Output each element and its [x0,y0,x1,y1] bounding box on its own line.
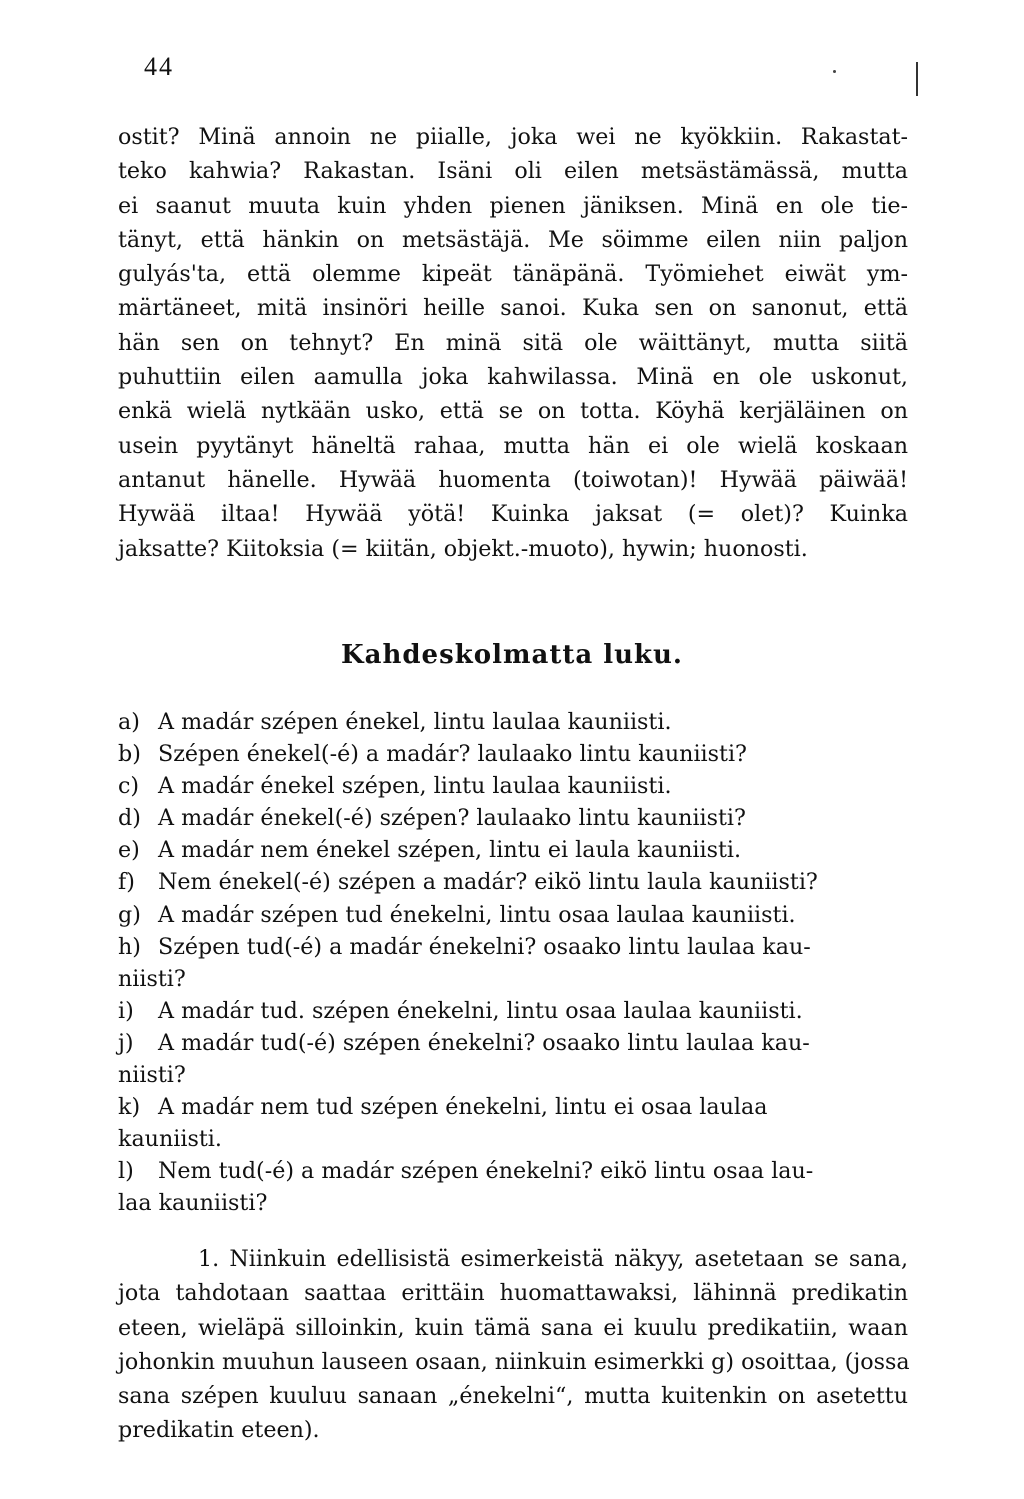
example-d [118,802,908,834]
example-e [118,834,908,866]
example-text: A madár nem tud szépen énekelni, lintu ei osaa laulaa [158,1094,768,1121]
example-text: A madár tud. szépen énekelni, lintu osaa laulaa kauniisti. [158,997,803,1024]
text-line: eteen, wieläpä silloinkin, kuin tämä sana ei kuulu predikatiin, waan [118,1314,908,1341]
example-key: h) [118,933,141,960]
example-text: A madár énekel(-é) szépen? laulaako lintu kauniisti? [158,805,746,832]
rule-paragraph [118,1242,908,1448]
text-line: märtäneet, mitä insinöri heille sanoi. Kuka sen on sanonut, että [118,295,908,322]
text-line: antanut hänelle. Hywää huomenta (toiwotan)! Hywää päiwää! [118,466,908,493]
text-line: predikatin eteen). [118,1417,320,1444]
example-key: j) [118,1029,134,1056]
text-line: gulyás'ta, että olemme kipeät tänäpänä. Työmiehet eiwät ym- [118,261,908,288]
example-text: Szépen énekel(-é) a madár? laulaako lintu kauniisti? [158,741,747,768]
example-key: i) [118,997,134,1024]
example-key: k) [118,1094,141,1121]
example-text: Nem tud(-é) a madár szépen énekelni? eikö lintu osaa lau- [158,1158,814,1185]
example-key: l) [118,1158,134,1185]
example-text: Szépen tud(-é) a madár énekelni? osaako lintu laulaa kau- [158,933,811,960]
text-line: tänyt, että hänkin on metsästäjä. Me söimme eilen niin paljon [118,226,908,253]
text-line: usein pyytänyt häneltä rahaa, mutta hän ei ole wielä koskaan [118,432,908,459]
example-continuation: kauniisti. [118,1126,222,1153]
example-g [118,899,908,931]
example-text: Nem énekel(-é) szépen a madár? eikö lintu laula kauniisti? [158,869,818,896]
example-key: f) [118,869,135,896]
example-j [118,1027,908,1059]
page-number: 44 [144,52,174,81]
example-key: a) [118,709,140,735]
intro-paragraph [118,120,908,566]
example-key: e) [118,837,140,864]
example-text: A madár szépen tud énekelni, lintu osaa laulaa kauniisti. [158,901,796,928]
example-key: b) [118,741,141,768]
example-c [118,770,908,802]
example-text: A madár nem énekel szépen, lintu ei laula kauniisti. [158,837,742,864]
text-line: ostit? Minä annoin ne piialle, joka wei ne kyökkiin. Rakastat- [118,124,908,150]
example-l [118,1155,908,1187]
example-h [118,931,908,963]
example-list [118,706,908,1220]
text-line: ei saanut muuta kuin yhden pienen jäniksen. Minä en ole tie- [118,192,908,219]
margin-mark [916,62,918,96]
example-continuation: niisti? [118,965,186,992]
example-a [118,706,908,738]
text-line: Hywää iltaa! Hywää yötä! Kuinka jaksat (= olet)? Kuinka [118,501,908,528]
example-i [118,995,908,1027]
chapter-heading: Kahdeskolmatta luku. [341,640,683,670]
print-speck [833,70,836,73]
example-text: A madár tud(-é) szépen énekelni? osaako lintu laulaa kau- [158,1029,810,1056]
text-line: enkä wielä nytkään usko, että se on totta. Köyhä kerjäläinen on [118,398,908,425]
example-text: A madár énekel szépen, lintu laulaa kauniisti. [158,773,672,800]
text-line: sana szépen kuuluu sanaan „énekelni“, mutta kuitenkin on asetettu [118,1383,908,1410]
text-line: puhuttiin eilen aamulla joka kahwilassa. Minä en ole uskonut, [118,364,908,391]
text-line: jaksatte? Kiitoksia (= kiitän, objekt.-muoto), hywin; huonosti. [118,535,808,562]
example-text: A madár szépen énekel, lintu laulaa kauniisti. [158,709,672,735]
text-line: hän sen on tehnyt? En minä sitä ole wäittänyt, mutta siitä [118,329,908,356]
example-continuation: niisti? [118,1062,186,1089]
example-key: c) [118,773,140,800]
text-line: johonkin muuhun lauseen osaan, niinkuin esimerkki g) osoittaa, (jossa [118,1348,910,1375]
example-k [118,1091,908,1123]
example-continuation: laa kauniisti? [118,1190,268,1217]
example-key: d) [118,805,141,832]
example-b [118,738,908,770]
text-line: jota tahdotaan saattaa erittäin huomattawaksi, lähinnä predikatin [118,1280,908,1307]
text-line: 1. Niinkuin edellisistä esimerkeistä näkyy, asetetaan se sana, [198,1246,908,1272]
example-f [118,866,908,898]
example-key: g) [118,901,141,928]
text-line: teko kahwia? Rakastan. Isäni oli eilen metsästämässä, mutta [118,158,908,185]
